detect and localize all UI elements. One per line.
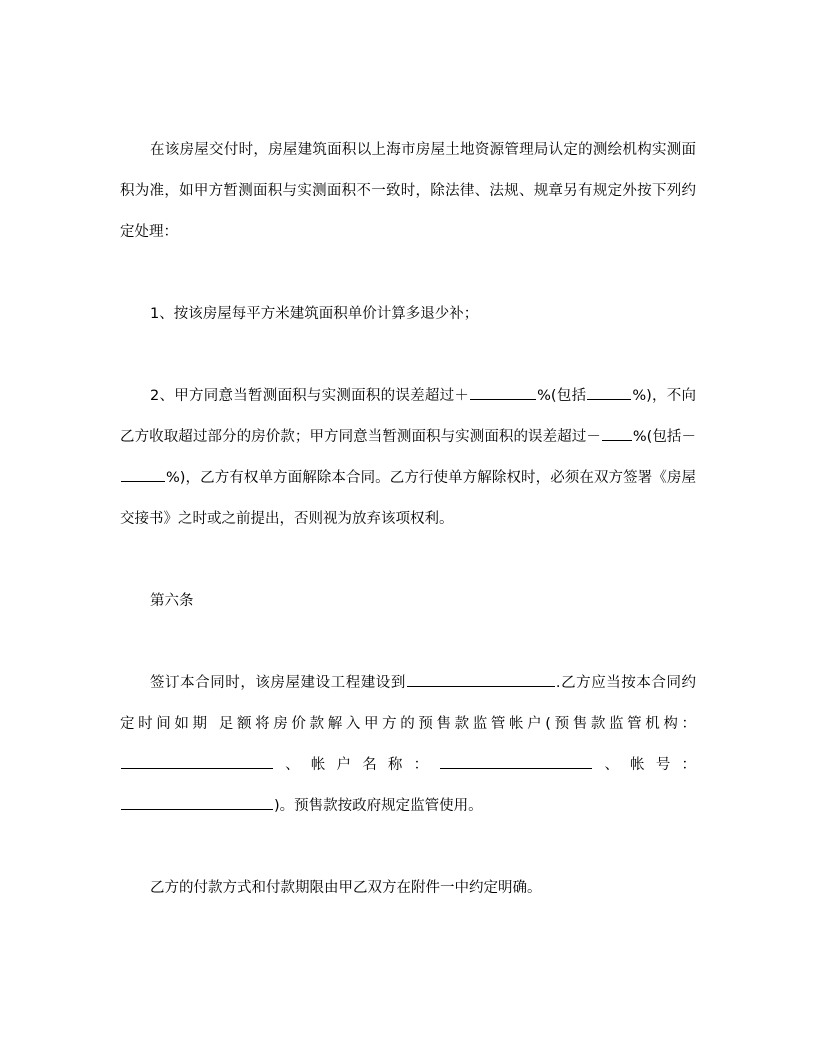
- blank-account-name: [440, 753, 592, 769]
- blank-construction-stage: [407, 671, 555, 687]
- clause-2-text-5: %)，乙方有权单方面解除本合同。乙方行使单方解除权时，必须在双方签署《房屋交接书》之时或之前提出，否则视为放弃该项权利。: [120, 470, 696, 527]
- paragraph-area-measurement: 在该房屋交付时，房屋建筑面积以上海市房屋土地资源管理局认定的测绘机构实测面积为准，如甲方暂测面积与实测面积不一致时，除法律、法规、规章另有规定外按下列约定处理：: [120, 142, 696, 240]
- payment-text-4: 、帐号：: [593, 757, 697, 773]
- paragraph-clause-1: 1、按该房屋每平方米建筑面积单价计算多退少补；: [150, 306, 479, 322]
- payment-text-1: 签订本合同时，该房屋建设工程建设到: [150, 675, 406, 691]
- paragraph-clause-2: [120, 376, 696, 540]
- clause-2-text-1: 2、甲方同意当暂测面积与实测面积的误差超过＋: [150, 388, 470, 404]
- clause-2-text-3: %)，不向乙方收取超过部分的房价款；甲方同意当暂测面积与实测面积的误差超过－: [120, 388, 697, 445]
- article-title: 第六条: [150, 593, 194, 609]
- paragraph-payment-account: [120, 663, 696, 827]
- blank-account-number: [121, 794, 273, 810]
- payment-text-2: .乙方应当按本合同约定时间如期 足额将房价款解入甲方的预售款监管帐户(预售款监管机构：: [120, 675, 697, 732]
- clause-2-text-2: %(包括: [537, 388, 587, 404]
- blank-positive-error: [470, 384, 536, 400]
- blank-negative-included: [121, 466, 165, 482]
- blank-positive-included: [587, 384, 631, 400]
- blank-supervision-agency: [121, 753, 273, 769]
- paragraph-payment-method: 乙方的付款方式和付款期限由甲乙双方在附件一中约定明确。: [150, 880, 542, 896]
- payment-text-5: )。预售款按政府规定监管使用。: [274, 798, 483, 814]
- blank-negative-error: [602, 425, 632, 441]
- payment-text-3: 、帐户名称：: [274, 757, 440, 773]
- clause-2-text-4: %(包括－: [632, 429, 696, 445]
